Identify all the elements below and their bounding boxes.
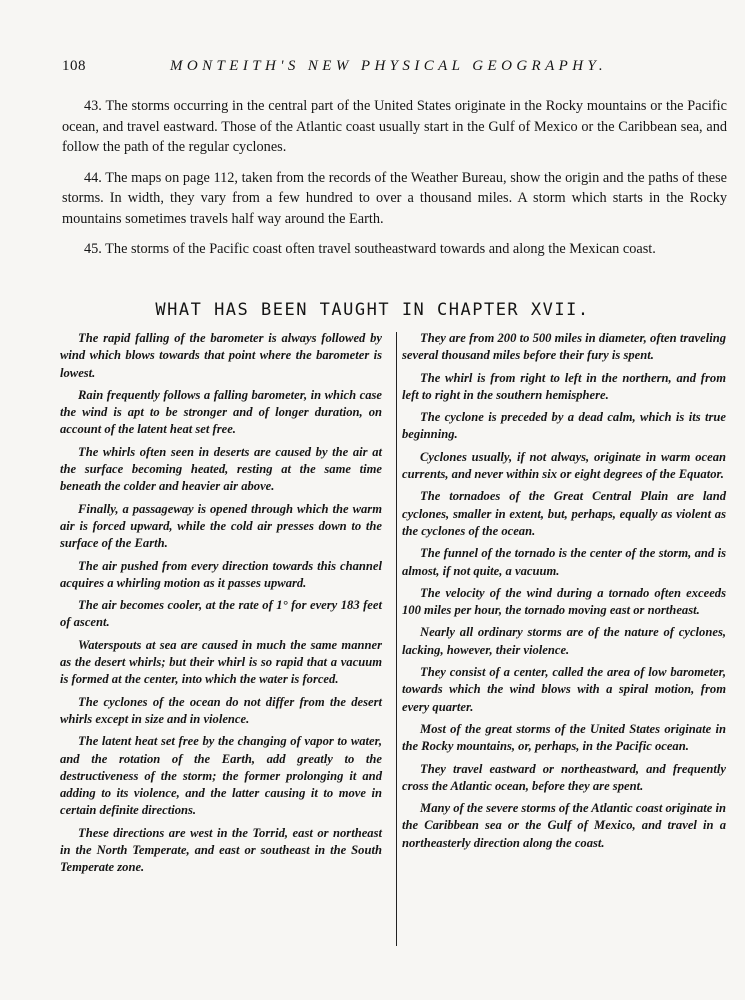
- paragraph-44: 44. The maps on page 112, taken from the records of the Weather Bureau, show the origin and the paths of these storms. In width, they vary from a few hundred to over a thousand miles. A storm which starts in the Rocky mountains sometimes travels half way around the Earth.: [62, 169, 727, 227]
- summary-item: The cyclone is preceded by a dead calm, which is its true beginning.: [402, 410, 726, 442]
- paragraph-45: 45. The storms of the Pacific coast often travel southeastward towards and along the Mexican coast.: [84, 241, 656, 257]
- page-number: 108: [62, 58, 86, 74]
- summary-item: They are from 200 to 500 miles in diameter, often traveling several thousand miles before their fury is spent.: [402, 331, 726, 363]
- summary-item: They travel eastward or northeastward, and frequently cross the Atlantic ocean, before they are spent.: [402, 761, 726, 793]
- summary-item: The air pushed from every direction towards this channel acquires a whirling motion as it passes upward.: [60, 558, 382, 590]
- summary-item: Cyclones usually, if not always, originate in warm ocean currents, and never within six or eight degrees of the Equator.: [402, 449, 726, 482]
- summary-item: The velocity of the wind during a tornado often exceeds 100 miles per hour, the tornado moving east or northeast.: [402, 585, 726, 618]
- summary-item: The latent heat set free by the changing of vapor to water, and the rotation of the Earth, add greatly to the destructiveness of the storm; the former prolonging it and adding to its violence, and the latter causing it to move in certain definite directions.: [60, 734, 382, 818]
- chapter-summary-heading: WHAT HAS BEEN TAUGHT IN CHAPTER XVII.: [155, 300, 590, 320]
- summary-item: Nearly all ordinary storms are of the nature of cyclones, lacking, however, their violence.: [402, 625, 726, 657]
- summary-item: The rapid falling of the barometer is always followed by wind which blows towards that point where the barometer is lowest.: [60, 331, 382, 380]
- paragraph-43: 43. The storms occurring in the central part of the United States originate in the Rocky mountains or the Pacific ocean, and travel eastward. Those of the Atlantic coast usually start in the Gulf of Mexico or the Caribbean sea, and follow the path of the regular cyclones.: [62, 98, 727, 155]
- summary-item: The funnel of the tornado is the center of the storm, and is almost, if not quite, a vacuum.: [402, 546, 726, 578]
- summary-item: Most of the great storms of the United States originate in the Rocky mountains, or, perhaps, in the Pacific ocean.: [402, 721, 726, 754]
- summary-item: Waterspouts at sea are caused in much the same manner as the desert whirls; but their whirl is so rapid that a vacuum is formed at the center, into which the water is forced.: [60, 637, 382, 687]
- summary-item: The air becomes cooler, at the rate of 1° for every 183 feet of ascent.: [60, 598, 382, 630]
- summary-item: These directions are west in the Torrid, east or northeast in the North Temperate, and east or southeast in the South Temperate zone.: [60, 825, 382, 875]
- summary-item: The whirls often seen in deserts are caused by the air at the surface becoming heated, resting at the same time beneath the colder and heavier air above.: [60, 444, 382, 494]
- summary-item: Finally, a passageway is opened through which the warm air is forced upward, while the cold air presses down to the surface of the Earth.: [60, 501, 382, 551]
- summary-item: The tornadoes of the Great Central Plain are land cyclones, smaller in extent, but, perhaps, equally as violent as the cyclones of the ocean.: [402, 489, 726, 538]
- summary-right-column: [402, 330, 726, 857]
- intro-section: [62, 96, 727, 270]
- column-divider: [396, 332, 397, 946]
- summary-item: The cyclones of the ocean do not differ from the desert whirls except in size and in violence.: [60, 694, 382, 726]
- summary-item: The whirl is from right to left in the northern, and from left to right in the southern hemisphere.: [402, 370, 726, 402]
- summary-item: Many of the severe storms of the Atlantic coast originate in the Caribbean sea or the Gulf of Mexico, and travel in a northeasterly direction along the coast.: [402, 801, 726, 850]
- summary-left-column: [60, 330, 382, 882]
- summary-item: They consist of a center, called the area of low barometer, towards which the wind blows with a spiral motion, from every quarter.: [402, 665, 726, 714]
- running-title: MONTEITH'S NEW PHYSICAL GEOGRAPHY.: [170, 58, 607, 74]
- summary-item: Rain frequently follows a falling barometer, in which case the wind is apt to be stronger and of longer duration, on account of the latent heat set free.: [60, 387, 382, 437]
